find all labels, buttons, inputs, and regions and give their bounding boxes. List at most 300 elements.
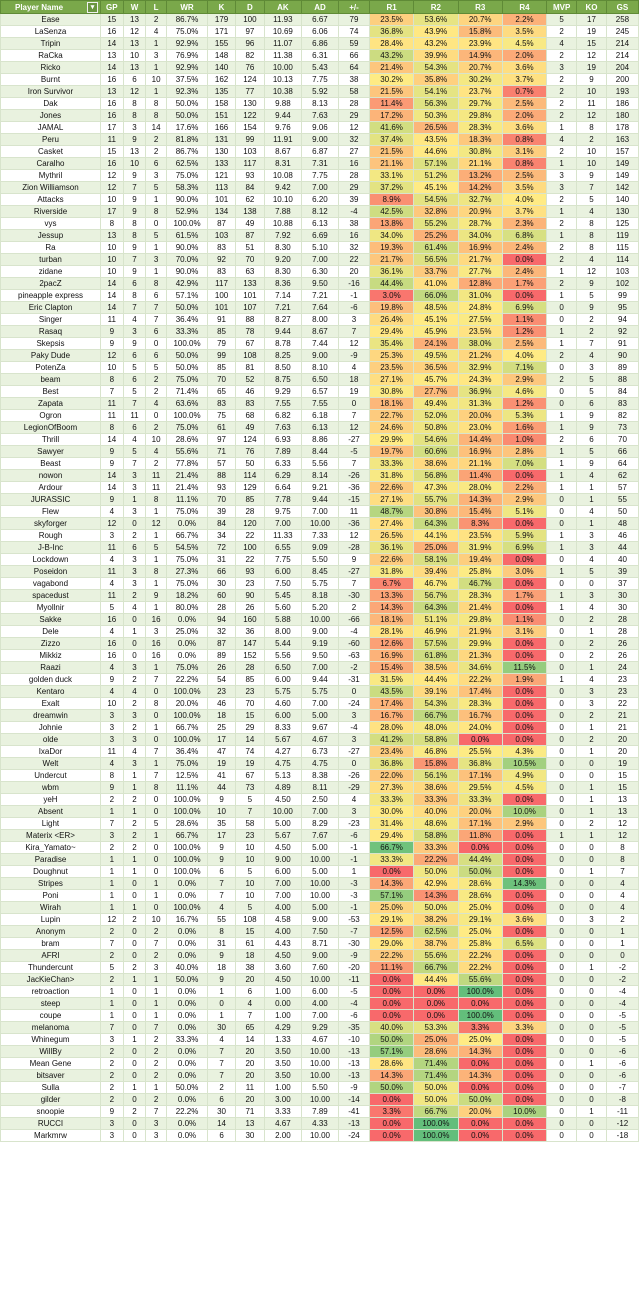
cell-k[interactable]: 103 (208, 230, 236, 242)
cell--[interactable]: -30 (339, 938, 370, 950)
cell--[interactable]: 4 (339, 362, 370, 374)
cell-gp[interactable]: 14 (100, 470, 123, 482)
cell-r2[interactable]: 46.7% (414, 578, 458, 590)
cell-wr[interactable]: 0.0% (166, 1046, 207, 1058)
cell-ak[interactable]: 10.08 (264, 170, 301, 182)
cell-wr[interactable]: 0.0% (166, 1070, 207, 1082)
cell-r2[interactable]: 43.9% (414, 26, 458, 38)
cell-r2[interactable]: 0.0% (414, 986, 458, 998)
player-name-cell[interactable]: Myollnir (1, 602, 101, 614)
cell-ad[interactable]: 7.50 (301, 926, 338, 938)
cell-mvp[interactable]: 2 (547, 350, 577, 362)
cell-wr[interactable]: 0.0% (166, 1094, 207, 1106)
cell-d[interactable]: 73 (235, 782, 264, 794)
cell-k[interactable]: 162 (208, 74, 236, 86)
player-name-cell[interactable]: snoopie (1, 1106, 101, 1118)
cell--[interactable]: -5 (339, 986, 370, 998)
cell-gs[interactable]: 39 (606, 566, 638, 578)
cell-gp[interactable]: 7 (100, 818, 123, 830)
cell-l[interactable]: 0 (146, 842, 167, 854)
cell-r3[interactable]: 24.8% (458, 302, 502, 314)
cell-r4[interactable]: 0.0% (502, 1094, 546, 1106)
cell-l[interactable]: 14 (146, 122, 167, 134)
player-name-cell[interactable]: Raazi (1, 662, 101, 674)
cell-r4[interactable]: 0.0% (502, 974, 546, 986)
cell-w[interactable]: 9 (123, 134, 146, 146)
cell-l[interactable]: 10 (146, 434, 167, 446)
cell-l[interactable]: 1 (146, 878, 167, 890)
cell-l[interactable]: 1 (146, 554, 167, 566)
cell-mvp[interactable]: 5 (547, 14, 577, 26)
cell-k[interactable]: 35 (208, 818, 236, 830)
cell-r4[interactable]: 0.0% (502, 926, 546, 938)
cell-ak[interactable]: 1.00 (264, 986, 301, 998)
cell-r2[interactable]: 50.3% (414, 110, 458, 122)
cell-w[interactable]: 1 (123, 626, 146, 638)
cell-r4[interactable]: 4.3% (502, 746, 546, 758)
cell-r4[interactable]: 0.0% (502, 578, 546, 590)
cell-r1[interactable]: 41.6% (369, 122, 413, 134)
cell-gs[interactable]: -5 (606, 1034, 638, 1046)
cell-l[interactable]: 1 (146, 986, 167, 998)
player-name-cell[interactable]: Caralho (1, 158, 101, 170)
cell--[interactable]: 18 (339, 374, 370, 386)
cell-k[interactable]: 31 (208, 554, 236, 566)
cell-ak[interactable]: 9.29 (264, 386, 301, 398)
cell-l[interactable]: 1 (146, 194, 167, 206)
cell-k[interactable]: 7 (208, 890, 236, 902)
cell-r1[interactable]: 0.0% (369, 1094, 413, 1106)
cell-k[interactable]: 91 (208, 314, 236, 326)
cell-r4[interactable]: 1.7% (502, 278, 546, 290)
cell-ko[interactable]: 0 (577, 998, 607, 1010)
cell-ko[interactable]: 5 (577, 290, 607, 302)
cell-gs[interactable]: 84 (606, 386, 638, 398)
cell-ko[interactable]: 5 (577, 194, 607, 206)
cell-wr[interactable]: 66.7% (166, 830, 207, 842)
cell-r3[interactable]: 23.0% (458, 422, 502, 434)
cell-gs[interactable]: 95 (606, 302, 638, 314)
cell-k[interactable]: 10 (208, 806, 236, 818)
cell-d[interactable]: 14 (235, 1034, 264, 1046)
cell-r1[interactable]: 11.4% (369, 98, 413, 110)
cell-wr[interactable]: 76.9% (166, 50, 207, 62)
cell-ak[interactable]: 7.78 (264, 494, 301, 506)
cell-l[interactable]: 0 (146, 734, 167, 746)
cell-ak[interactable]: 7.92 (264, 230, 301, 242)
cell-mvp[interactable]: 0 (547, 722, 577, 734)
cell-w[interactable]: 2 (123, 530, 146, 542)
cell-ad[interactable]: 5.92 (301, 86, 338, 98)
cell-k[interactable]: 23 (208, 686, 236, 698)
cell-r1[interactable]: 0.0% (369, 1118, 413, 1130)
cell-gs[interactable]: 7 (606, 866, 638, 878)
cell-w[interactable]: 2 (123, 842, 146, 854)
cell-ak[interactable]: 6.00 (264, 674, 301, 686)
cell-mvp[interactable]: 0 (547, 314, 577, 326)
cell-r1[interactable]: 50.0% (369, 1034, 413, 1046)
cell-d[interactable]: 85 (235, 494, 264, 506)
cell-k[interactable]: 7 (208, 1070, 236, 1082)
player-name-cell[interactable]: Thrill (1, 434, 101, 446)
cell-gs[interactable]: 94 (606, 314, 638, 326)
cell-l[interactable]: 0 (146, 710, 167, 722)
player-name-cell[interactable]: Kira_Yamato~ (1, 842, 101, 854)
cell-wr[interactable]: 81.8% (166, 134, 207, 146)
cell-gs[interactable]: 114 (606, 254, 638, 266)
cell-l[interactable]: 5 (146, 818, 167, 830)
cell-r1[interactable]: 31.4% (369, 818, 413, 830)
cell-d[interactable]: 129 (235, 482, 264, 494)
cell-ad[interactable]: 5.00 (301, 842, 338, 854)
cell-gs[interactable]: 1 (606, 938, 638, 950)
cell-r1[interactable]: 11.1% (369, 962, 413, 974)
cell-r4[interactable]: 4.0% (502, 350, 546, 362)
cell--[interactable]: -27 (339, 434, 370, 446)
cell-k[interactable]: 83 (208, 242, 236, 254)
cell-r4[interactable]: 2.4% (502, 242, 546, 254)
cell-ad[interactable]: 7.75 (301, 74, 338, 86)
cell-w[interactable]: 1 (123, 806, 146, 818)
cell-r4[interactable]: 0.0% (502, 830, 546, 842)
cell--[interactable]: 16 (339, 158, 370, 170)
cell-ad[interactable]: 6.18 (301, 410, 338, 422)
cell--[interactable]: -3 (339, 878, 370, 890)
cell-r4[interactable]: 2.5% (502, 170, 546, 182)
cell--[interactable]: -41 (339, 1106, 370, 1118)
cell-ad[interactable]: 7.60 (301, 962, 338, 974)
cell-wr[interactable]: 100.0% (166, 218, 207, 230)
cell-gp[interactable]: 1 (100, 866, 123, 878)
cell-gp[interactable]: 4 (100, 686, 123, 698)
cell-ko[interactable]: 3 (577, 362, 607, 374)
cell-r4[interactable]: 0.0% (502, 890, 546, 902)
cell-ak[interactable]: 3.50 (264, 1070, 301, 1082)
cell-l[interactable]: 3 (146, 170, 167, 182)
cell-wr[interactable]: 90.0% (166, 266, 207, 278)
player-name-cell[interactable]: beam (1, 374, 101, 386)
cell-r4[interactable]: 0.0% (502, 1046, 546, 1058)
cell-gs[interactable]: 13 (606, 806, 638, 818)
cell-gs[interactable]: 23 (606, 686, 638, 698)
cell-l[interactable]: 0 (146, 686, 167, 698)
cell-ad[interactable]: 9.00 (301, 914, 338, 926)
cell-r2[interactable]: 39.4% (414, 566, 458, 578)
cell-gp[interactable]: 1 (100, 986, 123, 998)
cell-r4[interactable]: 11.5% (502, 662, 546, 674)
cell-w[interactable]: 8 (123, 110, 146, 122)
cell-ad[interactable]: 8.45 (301, 566, 338, 578)
cell-d[interactable]: 61 (235, 938, 264, 950)
cell-l[interactable]: 5 (146, 362, 167, 374)
cell-r4[interactable]: 10.0% (502, 806, 546, 818)
cell-gs[interactable]: 92 (606, 326, 638, 338)
cell-r2[interactable]: 43.2% (414, 38, 458, 50)
cell-k[interactable]: 47 (208, 746, 236, 758)
cell-r1[interactable]: 48.7% (369, 506, 413, 518)
cell-ko[interactable]: 2 (577, 818, 607, 830)
cell-d[interactable]: 6 (235, 986, 264, 998)
cell-ad[interactable]: 8.11 (301, 782, 338, 794)
cell-ak[interactable]: 8.00 (264, 626, 301, 638)
cell-ad[interactable]: 4.67 (301, 1034, 338, 1046)
cell-r2[interactable]: 71.4% (414, 1070, 458, 1082)
cell-mvp[interactable]: 0 (547, 1082, 577, 1094)
column-header-mvp[interactable]: MVP (547, 1, 577, 14)
cell-k[interactable]: 18 (208, 962, 236, 974)
cell-k[interactable]: 17 (208, 830, 236, 842)
cell-ak[interactable]: 4.50 (264, 794, 301, 806)
cell-r1[interactable]: 28.6% (369, 1058, 413, 1070)
column-header-wr[interactable]: WR (166, 1, 207, 14)
cell-r2[interactable]: 51.1% (414, 614, 458, 626)
cell-r3[interactable]: 12.8% (458, 278, 502, 290)
cell-r4[interactable]: 1.1% (502, 314, 546, 326)
cell-ko[interactable]: 4 (577, 470, 607, 482)
cell-r4[interactable]: 0.0% (502, 290, 546, 302)
cell-w[interactable]: 3 (123, 578, 146, 590)
cell-r3[interactable]: 38.0% (458, 338, 502, 350)
cell-r4[interactable]: 0.8% (502, 158, 546, 170)
cell-d[interactable]: 14 (235, 734, 264, 746)
cell-r3[interactable]: 21.4% (458, 602, 502, 614)
cell-d[interactable]: 28 (235, 662, 264, 674)
cell-r3[interactable]: 22.2% (458, 962, 502, 974)
player-name-cell[interactable]: WillBy (1, 1046, 101, 1058)
cell-r2[interactable]: 50.0% (414, 1094, 458, 1106)
player-name-cell[interactable]: Ardour (1, 482, 101, 494)
cell-r2[interactable]: 55.2% (414, 218, 458, 230)
cell-ko[interactable]: 4 (577, 350, 607, 362)
cell-w[interactable]: 2 (123, 818, 146, 830)
player-name-cell[interactable]: bram (1, 938, 101, 950)
cell-r4[interactable]: 0.0% (502, 998, 546, 1010)
cell-l[interactable]: 4 (146, 26, 167, 38)
cell-ak[interactable]: 7.14 (264, 290, 301, 302)
cell-r2[interactable]: 45.7% (414, 374, 458, 386)
cell-l[interactable]: 8 (146, 110, 167, 122)
cell-d[interactable]: 7 (235, 1010, 264, 1022)
cell-l[interactable]: 5 (146, 230, 167, 242)
cell-r1[interactable]: 43.2% (369, 50, 413, 62)
cell-l[interactable]: 7 (146, 770, 167, 782)
cell-r1[interactable]: 27.4% (369, 518, 413, 530)
cell-l[interactable]: 1 (146, 662, 167, 674)
cell-wr[interactable]: 21.4% (166, 482, 207, 494)
cell-r2[interactable]: 54.5% (414, 194, 458, 206)
cell-l[interactable]: 0 (146, 218, 167, 230)
cell-ad[interactable]: 7.75 (301, 170, 338, 182)
cell-ko[interactable]: 0 (577, 926, 607, 938)
cell-ak[interactable]: 7.55 (264, 398, 301, 410)
cell-r1[interactable]: 26.5% (369, 530, 413, 542)
cell-ad[interactable]: 4.33 (301, 1118, 338, 1130)
cell-r2[interactable]: 0.0% (414, 1010, 458, 1022)
cell-r4[interactable]: 1.0% (502, 434, 546, 446)
player-name-cell[interactable]: Johnie (1, 722, 101, 734)
cell-ak[interactable]: 4.43 (264, 938, 301, 950)
cell-r1[interactable]: 57.1% (369, 1046, 413, 1058)
cell-r1[interactable]: 24.6% (369, 422, 413, 434)
cell-r2[interactable]: 49.4% (414, 398, 458, 410)
cell-mvp[interactable]: 0 (547, 662, 577, 674)
cell-k[interactable]: 6 (208, 866, 236, 878)
cell-ak[interactable]: 9.20 (264, 254, 301, 266)
cell-r4[interactable]: 2.0% (502, 50, 546, 62)
cell--[interactable]: 29 (339, 182, 370, 194)
cell-mvp[interactable]: 1 (547, 422, 577, 434)
cell-w[interactable]: 0 (123, 518, 146, 530)
cell-r1[interactable]: 40.0% (369, 1022, 413, 1034)
cell-d[interactable]: 84 (235, 182, 264, 194)
player-name-cell[interactable]: gilder (1, 1094, 101, 1106)
cell-w[interactable]: 2 (123, 914, 146, 926)
player-name-cell[interactable]: Markmrw (1, 1130, 101, 1142)
cell-r2[interactable]: 35.8% (414, 74, 458, 86)
cell-r2[interactable]: 45.1% (414, 314, 458, 326)
cell-mvp[interactable]: 0 (547, 806, 577, 818)
cell-l[interactable]: 2 (146, 1058, 167, 1070)
cell-gp[interactable]: 14 (100, 434, 123, 446)
player-name-cell[interactable]: Ogron (1, 410, 101, 422)
cell-gs[interactable]: 1 (606, 926, 638, 938)
cell-l[interactable]: 3 (146, 626, 167, 638)
cell--[interactable]: -10 (339, 1034, 370, 1046)
cell-gs[interactable]: 23 (606, 674, 638, 686)
cell-wr[interactable]: 20.0% (166, 698, 207, 710)
cell-d[interactable]: 23 (235, 830, 264, 842)
cell-r3[interactable]: 0.0% (458, 842, 502, 854)
cell--[interactable]: 32 (339, 134, 370, 146)
column-header-w[interactable]: W (123, 1, 146, 14)
cell-w[interactable]: 3 (123, 554, 146, 566)
cell-gs[interactable]: -2 (606, 962, 638, 974)
cell-r4[interactable]: 2.9% (502, 494, 546, 506)
cell-ak[interactable]: 3.50 (264, 1046, 301, 1058)
cell-l[interactable]: 0 (146, 338, 167, 350)
cell-k[interactable]: 155 (208, 38, 236, 50)
cell-r1[interactable]: 0.0% (369, 1010, 413, 1022)
cell--[interactable]: 74 (339, 26, 370, 38)
cell-mvp[interactable]: 0 (547, 1010, 577, 1022)
cell--[interactable]: -13 (339, 1118, 370, 1130)
cell-ak[interactable]: 4.67 (264, 1118, 301, 1130)
cell-d[interactable]: 30 (235, 1130, 264, 1142)
cell-gp[interactable]: 7 (100, 938, 123, 950)
cell-gp[interactable]: 16 (100, 110, 123, 122)
cell-r2[interactable]: 55.6% (414, 950, 458, 962)
cell-w[interactable]: 9 (123, 338, 146, 350)
cell-r1[interactable]: 37.2% (369, 182, 413, 194)
cell-d[interactable]: 124 (235, 74, 264, 86)
cell-wr[interactable]: 92.9% (166, 38, 207, 50)
cell-gp[interactable]: 3 (100, 710, 123, 722)
cell-gs[interactable]: 21 (606, 710, 638, 722)
player-name-cell[interactable]: JURASSIC (1, 494, 101, 506)
cell-r3[interactable]: 29.8% (458, 110, 502, 122)
cell-wr[interactable]: 28.6% (166, 434, 207, 446)
cell-ko[interactable]: 0 (577, 890, 607, 902)
cell-r2[interactable]: 53.6% (414, 14, 458, 26)
player-name-cell[interactable]: AFRI (1, 950, 101, 962)
cell-d[interactable]: 154 (235, 122, 264, 134)
cell-gs[interactable]: 4 (606, 878, 638, 890)
cell--[interactable]: -13 (339, 1058, 370, 1070)
cell-ko[interactable]: 1 (577, 518, 607, 530)
cell-gp[interactable]: 13 (100, 50, 123, 62)
cell--[interactable]: -1 (339, 290, 370, 302)
cell--[interactable]: -2 (339, 662, 370, 674)
cell-w[interactable]: 0 (123, 986, 146, 998)
cell-mvp[interactable]: 0 (547, 938, 577, 950)
cell-r3[interactable]: 25.0% (458, 926, 502, 938)
cell-ad[interactable]: 8.86 (301, 434, 338, 446)
player-name-cell[interactable]: Kentaro (1, 686, 101, 698)
cell-ak[interactable]: 4.89 (264, 782, 301, 794)
cell-r3[interactable]: 34.6% (458, 662, 502, 674)
cell-r1[interactable]: 35.4% (369, 338, 413, 350)
cell-l[interactable]: 1 (146, 602, 167, 614)
cell-r2[interactable]: 54.3% (414, 62, 458, 74)
cell-gs[interactable]: 163 (606, 134, 638, 146)
cell-k[interactable]: 72 (208, 542, 236, 554)
cell-r1[interactable]: 33.3% (369, 458, 413, 470)
cell-r4[interactable]: 5.1% (502, 506, 546, 518)
cell-gp[interactable]: 11 (100, 746, 123, 758)
cell-ad[interactable]: 9.19 (301, 638, 338, 650)
cell-mvp[interactable]: 0 (547, 302, 577, 314)
player-name-cell[interactable]: Dak (1, 98, 101, 110)
cell-r2[interactable]: 66.7% (414, 1106, 458, 1118)
cell-ak[interactable]: 8.78 (264, 338, 301, 350)
cell-gs[interactable]: 46 (606, 530, 638, 542)
cell-r1[interactable]: 19.3% (369, 242, 413, 254)
cell-r4[interactable]: 0.0% (502, 734, 546, 746)
cell-r3[interactable]: 14.3% (458, 1046, 502, 1058)
cell-wr[interactable]: 0.0% (166, 1058, 207, 1070)
cell-ko[interactable]: 19 (577, 62, 607, 74)
cell-mvp[interactable]: 2 (547, 74, 577, 86)
cell-d[interactable]: 99 (235, 134, 264, 146)
cell-r4[interactable]: 0.0% (502, 638, 546, 650)
player-name-cell[interactable]: Poseidon (1, 566, 101, 578)
cell-k[interactable]: 57 (208, 458, 236, 470)
cell-r4[interactable]: 0.0% (502, 1058, 546, 1070)
cell-ak[interactable]: 4.50 (264, 974, 301, 986)
cell-r4[interactable]: 3.0% (502, 566, 546, 578)
cell-ad[interactable]: 8.10 (301, 362, 338, 374)
cell-k[interactable]: 83 (208, 266, 236, 278)
cell-r3[interactable]: 21.1% (458, 458, 502, 470)
cell-l[interactable]: 11 (146, 470, 167, 482)
cell-k[interactable]: 66 (208, 566, 236, 578)
cell-r4[interactable]: 1.2% (502, 326, 546, 338)
cell-d[interactable]: 120 (235, 518, 264, 530)
cell-r1[interactable]: 33.1% (369, 170, 413, 182)
cell-wr[interactable]: 50.0% (166, 362, 207, 374)
cell-ko[interactable]: 5 (577, 386, 607, 398)
cell-l[interactable]: 16 (146, 650, 167, 662)
cell-d[interactable]: 5 (235, 902, 264, 914)
cell-k[interactable]: 93 (208, 482, 236, 494)
cell-r3[interactable]: 30.2% (458, 74, 502, 86)
cell-wr[interactable]: 27.3% (166, 566, 207, 578)
cell-d[interactable]: 18 (235, 950, 264, 962)
cell-ko[interactable]: 12 (577, 266, 607, 278)
cell-mvp[interactable]: 2 (547, 374, 577, 386)
cell-r1[interactable]: 42.5% (369, 206, 413, 218)
cell-ad[interactable]: 7.31 (301, 158, 338, 170)
